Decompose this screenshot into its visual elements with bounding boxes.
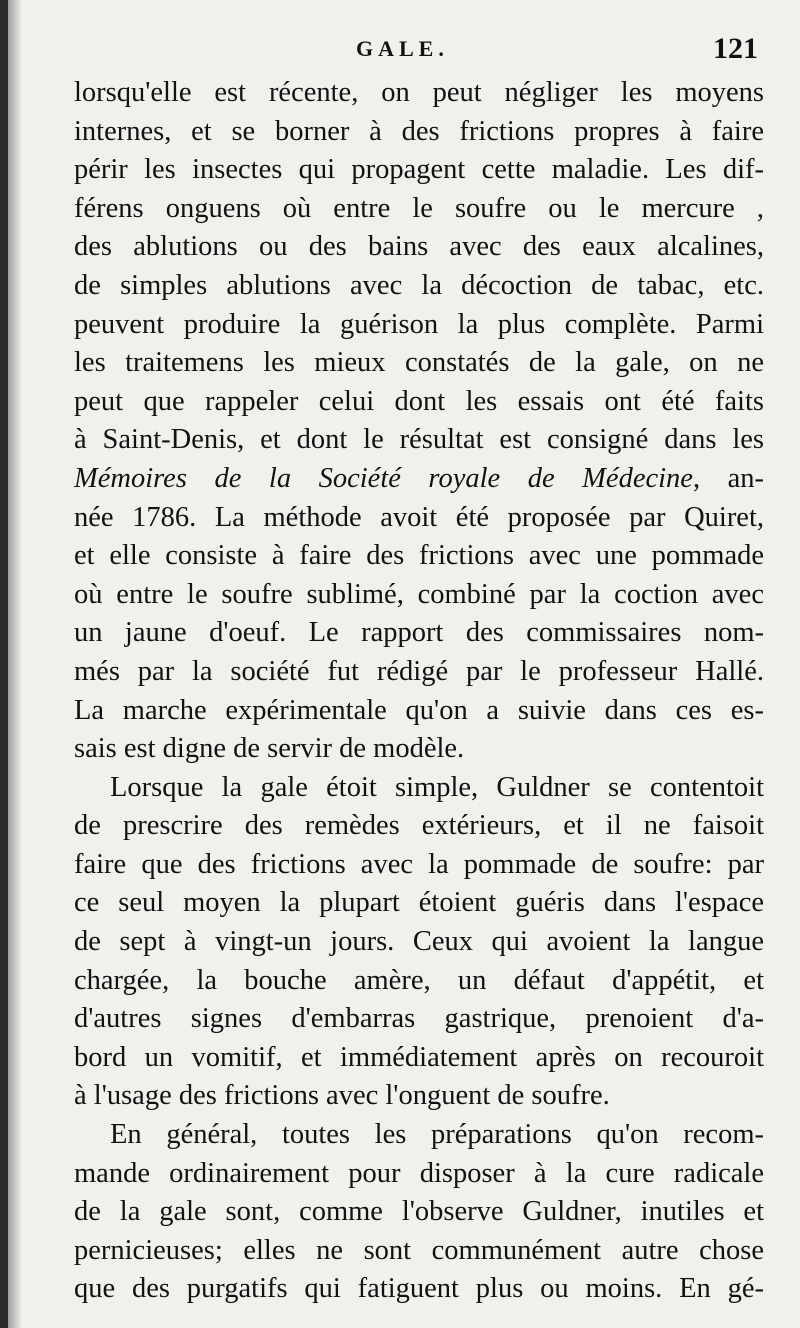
text-fragment: , an- xyxy=(692,462,764,494)
text-line: d'autres signes d'embarras gastrique, prenoient d'a- xyxy=(74,1003,764,1035)
text-line: internes, et se borner à des frictions propres à faire xyxy=(74,115,764,147)
text-line: que des purgatifs qui fatiguent plus ou moins. En gé- xyxy=(74,1273,764,1305)
text-line: où entre le soufre sublimé, combiné par la coction avec xyxy=(74,578,764,610)
paragraph-3 xyxy=(74,1116,764,1309)
text-line: bord un vomitif, et immédiatement après on recouroit xyxy=(74,1041,764,1073)
page-edge-shadow xyxy=(8,0,22,1328)
paragraph-1 xyxy=(74,74,764,769)
text-line: peuvent produire la guérison la plus complète. Parmi xyxy=(74,308,764,340)
text-line: lorsqu'elle est récente, on peut négliger les moyens xyxy=(74,77,764,108)
running-head xyxy=(8,32,800,76)
text-line: de sept à vingt-un jours. Ceux qui avoient la langue xyxy=(74,926,764,958)
text-line: férens onguens où entre le soufre ou le mercure , xyxy=(74,192,764,224)
text-line: En général, toutes les préparations qu'on recom- xyxy=(110,1119,764,1151)
text-line: pernicieuses; elles ne sont communément autre chose xyxy=(74,1234,764,1266)
text-line: périr les insectes qui propagent cette maladie. Les dif- xyxy=(74,154,764,186)
text-line: chargée, la bouche amère, un défaut d'appétit, et xyxy=(74,964,764,996)
text-line: faire que des frictions avec la pommade de soufre: par xyxy=(74,848,764,880)
running-title: GALE. xyxy=(356,36,449,61)
page-number: 121 xyxy=(713,32,758,65)
text-line: de prescrire des remèdes extérieurs, et il ne faisoit xyxy=(74,810,764,842)
text-line: més par la société fut rédigé par le professeur Hallé. xyxy=(74,655,764,687)
book-page xyxy=(8,0,800,1328)
text-line: de simples ablutions avec la décoction de tabac, etc. xyxy=(74,269,764,301)
text-line: peut que rappeler celui dont les essais ont été faits xyxy=(74,385,764,417)
text-line: La marche expérimentale qu'on a suivie dans ces es- xyxy=(74,694,764,726)
text-line: à l'usage des frictions avec l'onguent de soufre. xyxy=(74,1080,610,1112)
text-line: sais est digne de servir de modèle. xyxy=(74,733,465,765)
text-line: ce seul moyen la plupart étoient guéris dans l'espace xyxy=(74,887,764,919)
text-line: des ablutions ou des bains avec des eaux alcalines, xyxy=(74,231,764,263)
text-line: un jaune d'oeuf. Le rapport des commissaires nom- xyxy=(74,617,764,649)
paragraph-2 xyxy=(74,769,764,1116)
text-line: Lorsque la gale étoit simple, Guldner se contentoit xyxy=(110,771,764,803)
text-line: de la gale sont, comme l'observe Guldner, inutiles et xyxy=(74,1196,764,1228)
text-line-italic-title xyxy=(74,460,764,499)
text-line: et elle consiste à faire des frictions avec une pommade xyxy=(74,540,764,572)
journal-title: Mémoires de la Société royale de Médecine xyxy=(74,462,693,494)
text-line: les traitemens les mieux constatés de la gale, on ne xyxy=(74,347,764,379)
text-line: née 1786. La méthode avoit été proposée par Quiret, xyxy=(74,501,764,533)
text-line: à Saint-Denis, et dont le résultat est consigné dans les xyxy=(74,424,764,456)
text-line: mande ordinairement pour disposer à la cure radicale xyxy=(74,1157,764,1189)
body-text xyxy=(74,74,764,1309)
